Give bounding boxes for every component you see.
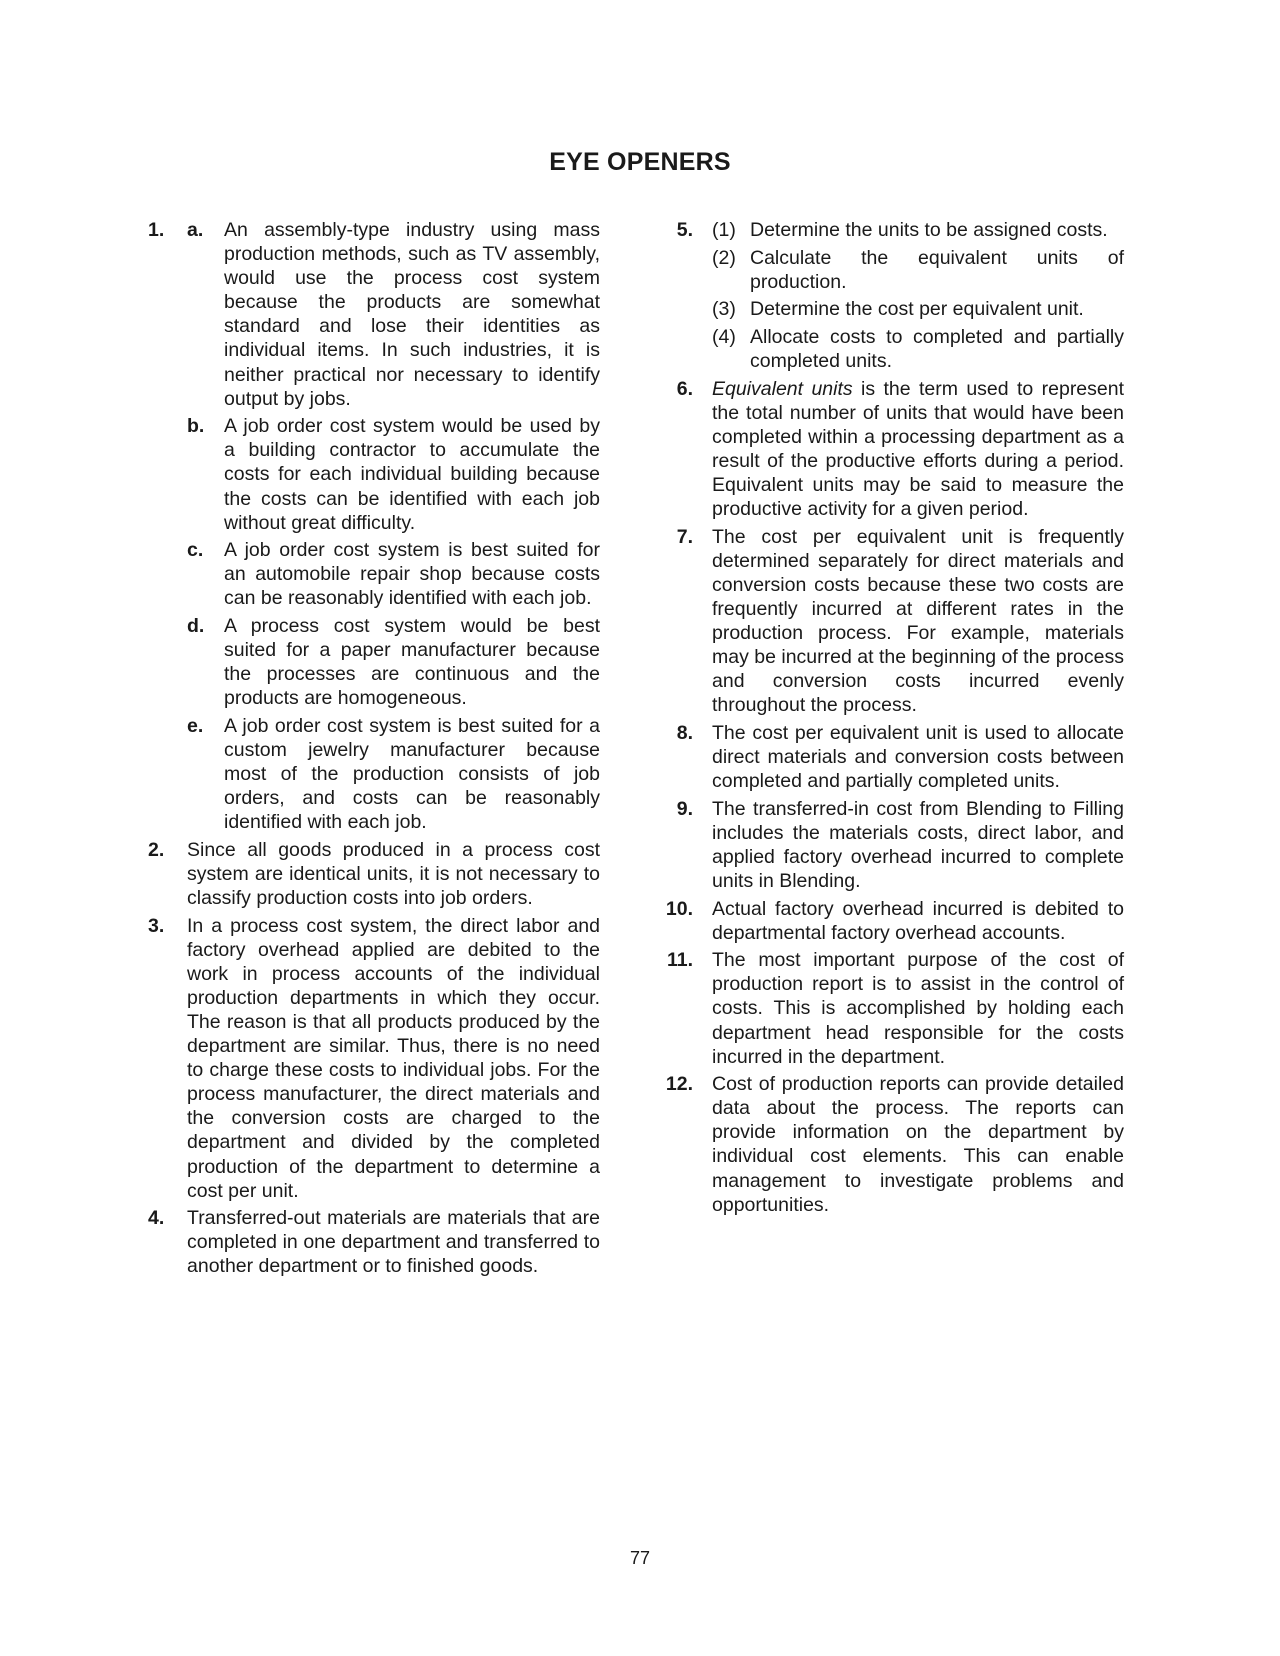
answer-1e	[187, 714, 600, 834]
step-4	[712, 325, 1124, 373]
answer-1b	[187, 414, 600, 534]
question-3	[148, 914, 600, 1203]
answer-1c	[187, 538, 600, 610]
defined-term: Equivalent units	[712, 377, 853, 400]
question-6	[660, 377, 1124, 522]
question-2	[148, 838, 600, 910]
answer-text: A job order cost system is best suited for an automobile repair shop because costs can be reasonably identified with each job.	[224, 539, 600, 610]
question-number: 1.	[148, 219, 165, 241]
answer-letter: c.	[187, 539, 204, 562]
answer-1a	[187, 218, 600, 411]
question-number: 11.	[666, 949, 693, 972]
answer-1d	[187, 614, 600, 710]
question-number: 8.	[676, 721, 693, 744]
question-number: 12.	[665, 1073, 693, 1096]
question-4	[148, 1206, 600, 1278]
question-8	[660, 721, 1124, 793]
answer-text: A job order cost system would be used by a building contractor to accumulate the costs for each individual building because the costs can be identified with each job without great difficulty.	[224, 415, 600, 534]
step-number: (2)	[712, 246, 736, 269]
question-number: 10.	[665, 897, 693, 920]
answer-text: Cost of production reports can provide detailed data about the process. The reports can provide information on the department by individual cost elements. This can enable management to investigate problems and opportunities.	[712, 1073, 1124, 1216]
step-1	[712, 218, 1124, 242]
question-number: 3.	[148, 914, 165, 937]
question-1	[148, 218, 600, 834]
left-column	[148, 218, 600, 1282]
step-number: (3)	[712, 298, 736, 321]
answer-text: The cost per equivalent unit is frequently determined separately for direct materials and conversion costs because these two costs are frequently incurred at different rates in the production process. For example, materials may be incurred at the beginning of the process and conversion costs incurred evenly throughout the process.	[712, 525, 1124, 717]
question-number: 2.	[148, 838, 165, 861]
question-12	[660, 1072, 1124, 1217]
answer-text: The cost per equivalent unit is used to allocate direct materials and conversion costs between completed and partially completed units.	[712, 721, 1124, 793]
answer-text: A job order cost system is best suited for a custom jewelry manufacturer because most of the production consists of job orders, and costs can be reasonably identified with each job.	[224, 714, 600, 834]
answer-text: In a process cost system, the direct labor and factory overhead applied are debited to the work in process accounts of the individual production departments in which they occur. The reason is that all products produced by the department are similar. Thus, there is no need to charge these costs to individual jobs. For the process manufacturer, the direct materials and the conversion costs are charged to the department and divided by the completed production of the department to determine a cost per unit.	[187, 914, 600, 1202]
answer-text: Transferred-out materials are materials that are completed in one department and transferred to another department or to finished goods.	[187, 1207, 600, 1278]
step-text: Determine the units to be assigned costs.	[750, 219, 1108, 241]
answer-letter: a.	[187, 219, 204, 241]
step-text: Determine the cost per equivalent unit.	[750, 298, 1084, 321]
question-11	[660, 948, 1124, 1068]
step-text: Calculate the equivalent units of production.	[750, 246, 1124, 293]
question-number: 7.	[676, 525, 693, 548]
question-number: 5.	[676, 219, 693, 241]
answer-letter: e.	[187, 714, 204, 737]
question-number: 6.	[676, 377, 693, 400]
answer-text: The most important purpose of the cost of production report is to assist in the control of costs. This is accomplished by holding each department head responsible for the costs incurred in the department.	[712, 949, 1124, 1068]
answer-text: Since all goods produced in a process cost system are identical units, it is not necessary to classify production costs into job orders.	[187, 838, 600, 910]
step-number: (4)	[712, 325, 736, 348]
answer-letter: d.	[187, 615, 205, 637]
question-9	[660, 797, 1124, 893]
right-column	[660, 218, 1124, 1220]
answer-text: Actual factory overhead incurred is debited to departmental factory overhead accounts.	[712, 897, 1124, 944]
question-number: 9.	[676, 797, 693, 820]
step-2	[712, 246, 1124, 294]
answer-text: is the term used to represent the total number of units that would have been completed within a processing department as a result of the productive efforts during a period. Equivalent units may be said to measure the productive activity for a given period.	[712, 377, 1125, 521]
answer-letter: b.	[187, 415, 205, 438]
page-number: 77	[629, 1548, 651, 1568]
question-5	[660, 218, 1124, 373]
step-number: (1)	[712, 219, 736, 241]
step-text: Allocate costs to completed and partially completed units.	[750, 325, 1124, 372]
page-title: EYE OPENERS	[549, 148, 731, 176]
question-7	[660, 525, 1124, 718]
answer-text: The transferred-in cost from Blending to Filling includes the materials costs, direct labor, and applied factory overhead incurred to complete units in Blending.	[712, 797, 1124, 892]
question-10	[660, 897, 1124, 945]
question-number: 4.	[148, 1207, 165, 1230]
answer-text: An assembly-type industry using mass production methods, such as TV assembly, would use the process cost system because the products are somewhat standard and lose their identities as individual items. In such industries, it is neither practical nor necessary to identify output by jobs.	[224, 219, 600, 410]
answer-text: A process cost system would be best suited for a paper manufacturer because the processes are continuous and the products are homogeneous.	[224, 615, 600, 710]
step-3	[712, 297, 1124, 321]
